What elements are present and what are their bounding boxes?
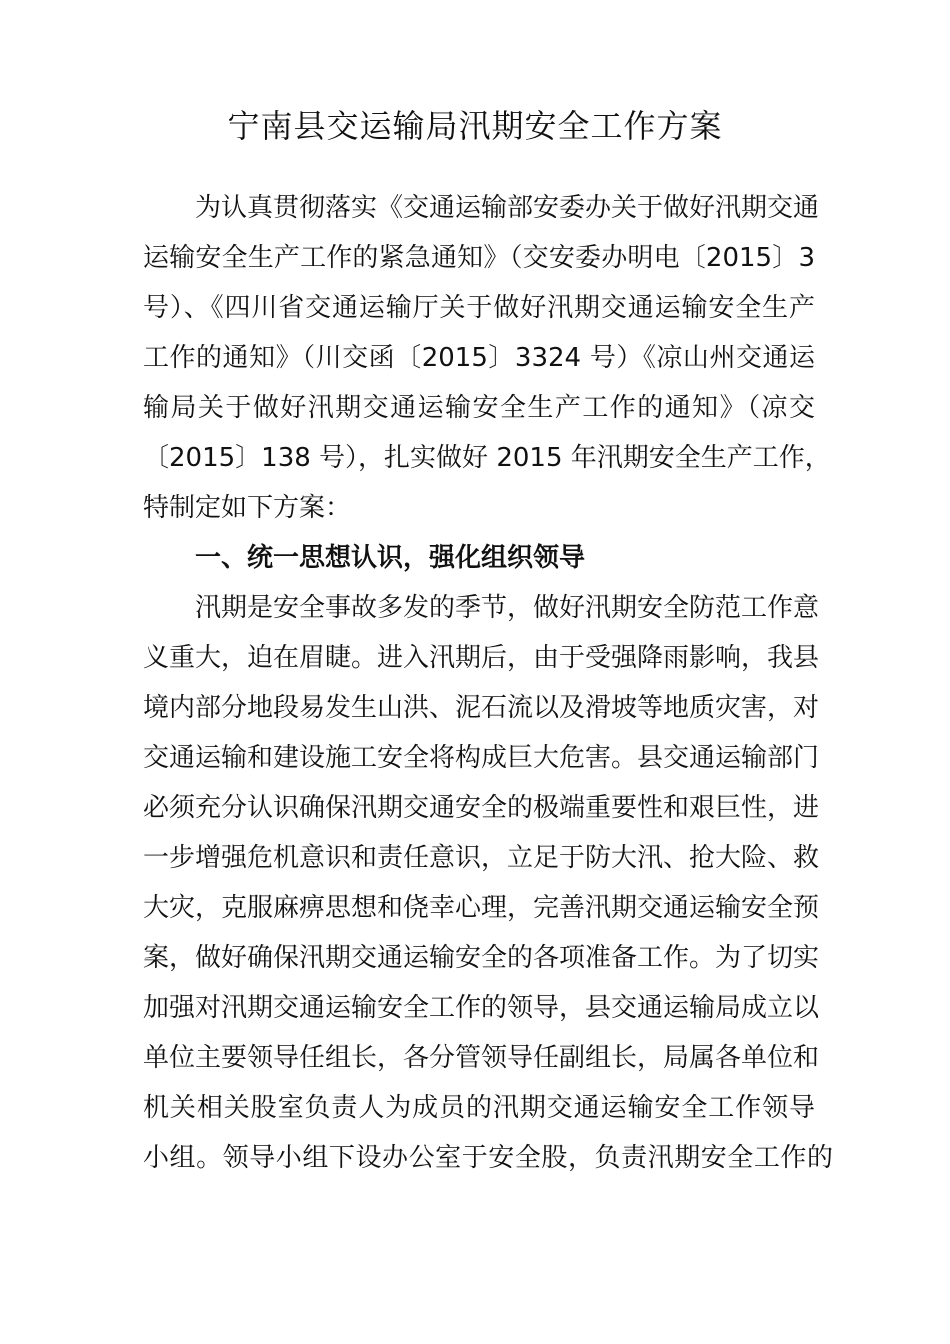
body-line: 加强对汛期交通运输安全工作的领导，县交通运输局成立以 [143, 993, 820, 1023]
body-line: 交通运输和建设施工安全将构成巨大危害。县交通运输部门 [143, 743, 820, 773]
body-line: 案，做好确保汛期交通运输安全的各项准备工作。为了切实 [143, 943, 820, 973]
body-line: 单位主要领导任组长，各分管领导任副组长，局属各单位和 [143, 1043, 820, 1073]
body-line: 必须充分认识确保汛期交通安全的极端重要性和艰巨性，进 [143, 793, 820, 823]
section-heading: 一、统一思想认识，强化组织领导 [195, 543, 586, 573]
body-line: 一步增强危机意识和责任意识，立足于防大汛、抢大险、救 [143, 843, 820, 873]
body-line: 义重大，迫在眉睫。进入汛期后，由于受强降雨影响，我县 [143, 643, 820, 673]
intro-line: 号）、《四川省交通运输厅关于做好汛期交通运输安全生产 [143, 293, 815, 323]
intro-line: 为认真贯彻落实《交通运输部安委办关于做好汛期交通 [195, 193, 820, 223]
intro-line: 特制定如下方案： [143, 493, 352, 523]
document-title: 宁南县交运输局汛期安全工作方案 [227, 107, 723, 145]
body-line: 机关相关股室负责人为成员的汛期交通运输安全工作领导 [143, 1093, 815, 1123]
intro-line: 输局关于做好汛期交通运输安全生产工作的通知》（凉交 [143, 393, 815, 423]
body-line: 汛期是安全事故多发的季节，做好汛期安全防范工作意 [195, 593, 820, 623]
intro-line: 运输安全生产工作的紧急通知》（交安委办明电〔2015〕3 [143, 243, 815, 273]
body-line: 小组。领导小组下设办公室于安全股，负责汛期安全工作的 [143, 1143, 833, 1173]
intro-line: 〔2015〕138 号），扎实做好 2015 年汛期安全生产工作， [143, 443, 831, 473]
intro-line: 工作的通知》（川交函〔2015〕3324 号）《凉山州交通运 [143, 343, 815, 373]
body-line: 大灾，克服麻痹思想和侥幸心理，完善汛期交通运输安全预 [143, 893, 820, 923]
body-line: 境内部分地段易发生山洪、泥石流以及滑坡等地质灾害，对 [143, 693, 820, 723]
